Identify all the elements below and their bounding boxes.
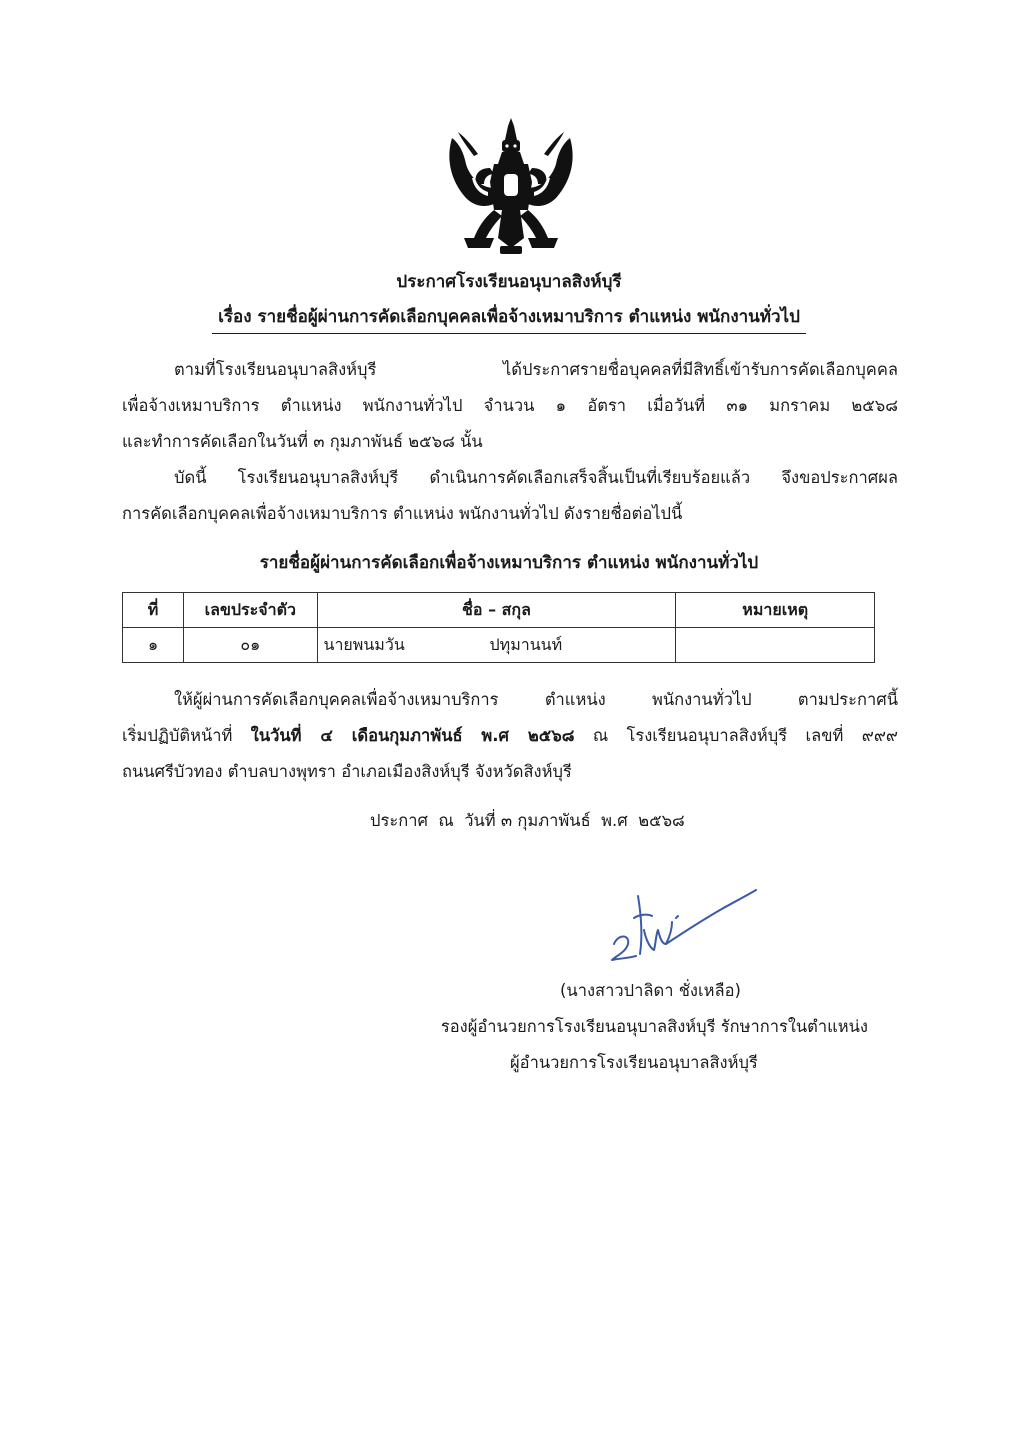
announcement-title: ประกาศโรงเรียนอนุบาลสิงห์บุรี [396,272,622,292]
first-name: นายพนมวัน [323,634,405,654]
p3-line2-end: ณ โรงเรียนอนุบาลสิงห์บุรี เลขที่ ๙๙๙ [592,726,899,745]
garuda-emblem [444,118,578,258]
header-id: เลขประจำตัว [184,593,317,628]
p1-line2: เพื่อจ้างเหมาบริการ ตำแหน่ง พนักงานทั่วไป จำนวน ๑ อัตรา เมื่อวันที่ ๓๑ มกราคม ๒๕๖๘ [122,396,898,415]
header-no: ที่ [123,593,184,628]
table-row [123,628,875,663]
signature [600,870,760,970]
paragraph-2 [122,460,898,532]
cell-note [676,628,875,663]
table-header-row [123,593,875,628]
last-name: ปทุมานนท์ [489,634,563,654]
cell-name [317,628,676,663]
p3-line1: ให้ผู้ผ่านการคัดเลือกบุคคลเพื่อจ้างเหมาบริการ ตำแหน่ง พนักงานทั่วไป ตามประกาศนี้ [174,690,898,709]
p2-line2: การคัดเลือกบุคคลเพื่อจ้างเหมาบริการ ตำแหน่ง พนักงานทั่วไป ดังรายชื่อต่อไปนี้ [122,504,683,523]
header-note: หมายเหตุ [676,593,875,628]
p1-line1: ตามที่โรงเรียนอนุบาลสิงห์บุรี ได้ประกาศรายชื่อบุคคลที่มีสิทธิ์เข้ารับการคัดเลือกบุคคล [174,360,898,379]
signer-position-1: รองผู้อำนวยการโรงเรียนอนุบาลสิงห์บุรี รักษาการในตำแหน่ง [440,1017,868,1036]
p3-line2 [122,718,898,754]
start-date: ในวันที่ ๔ เดือนกุมภาพันธ์ พ.ศ ๒๕๖๘ [250,726,575,745]
signer-position-2: ผู้อำนวยการโรงเรียนอนุบาลสิงห์บุรี [510,1053,758,1072]
announcement-date: ประกาศ ณ วันที่ ๓ กุมภาพันธ์ พ.ศ ๒๕๖๘ [370,811,685,830]
p3-line2-start: เริ่มปฏิบัติหน้าที่ [122,726,233,745]
cell-no: ๑ [123,628,184,663]
table-title: รายชื่อผู้ผ่านการคัดเลือกเพื่อจ้างเหมาบริการ ตำแหน่ง พนักงานทั่วไป [259,553,759,573]
paragraph-3 [122,682,898,790]
p2-line1: บัดนี้ โรงเรียนอนุบาลสิงห์บุรี ดำเนินการคัดเลือกเสร็จสิ้นเป็นที่เรียบร้อยแล้ว จึงขอประกาศผล [174,468,898,487]
p1-line3: และทำการคัดเลือกในวันที่ ๓ กุมภาพันธ์ ๒๕๖๘ นั้น [122,432,483,451]
subject-line [0,303,1018,334]
signer-name: (นางสาวปาลิดา ชั่งเหลือ) [560,981,741,1000]
header-name: ชื่อ – สกุล [317,593,676,628]
subject-text: เรื่อง รายชื่อผู้ผ่านการคัดเลือกบุคคลเพื่อจ้างเหมาบริการ ตำแหน่ง พนักงานทั่วไป [212,303,806,334]
cell-id: ๐๑ [184,628,317,663]
results-table [122,592,875,663]
p3-line3: ถนนศรีบัวทอง ตำบลบางพุทรา อำเภอเมืองสิงห์บุรี จังหวัดสิงห์บุรี [122,762,572,781]
paragraph-1 [122,352,898,460]
